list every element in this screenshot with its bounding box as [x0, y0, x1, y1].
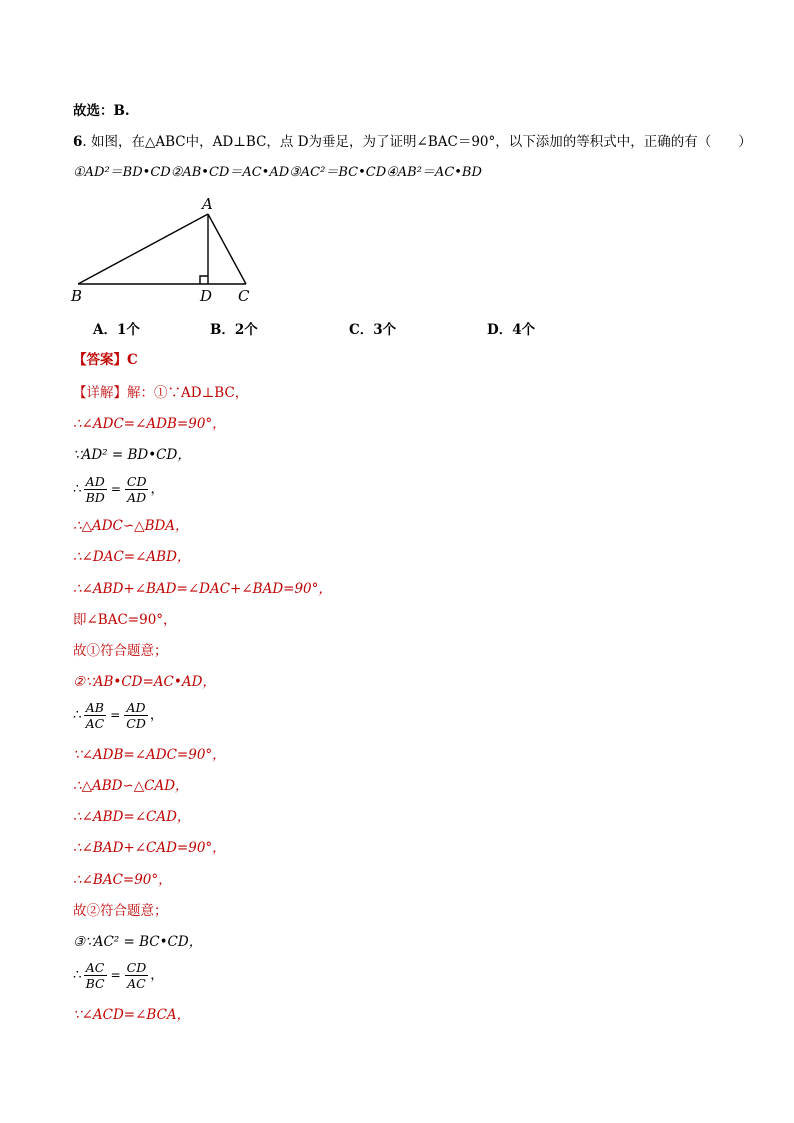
solution-line-6: ∴∠DAC=∠ABD，: [73, 549, 191, 565]
solution-line-10: ②∵AB•CD=AC•AD，: [73, 674, 216, 690]
vertex-label-c: C: [238, 287, 250, 305]
solution-line-15: ∴∠BAD+∠CAD=90°，: [73, 840, 226, 856]
answer-line: 【答案】C: [73, 352, 138, 368]
vertex-label-d: D: [200, 287, 213, 305]
option-d: D．4个: [487, 322, 536, 338]
option-b: B．2个: [210, 322, 258, 338]
right-angle-mark: [200, 276, 208, 284]
option-a: A．1个: [93, 322, 140, 338]
solution-line-13: ∴△ABD∽△CAD，: [73, 778, 189, 794]
solution-line-5: ∴△ADC∽△BDA，: [73, 518, 189, 534]
option-c: C．3个: [349, 322, 397, 338]
solution-line-20: ∵∠ACD=∠BCA，: [73, 1007, 191, 1023]
vertex-label-a: A: [202, 195, 213, 213]
fraction-cd-ac: $\frac{CD}{AC}$: [126, 960, 147, 991]
vertex-label-b: B: [71, 287, 83, 305]
solution-line-3: ∵AD² = BD•CD，: [73, 447, 191, 463]
solution-line-16: ∴∠BAC=90°，: [73, 872, 172, 888]
solution-line-12: ∵∠ADB=∠ADC=90°，: [73, 747, 226, 763]
fraction-ab-ac: $\frac{AB}{AC}$: [85, 700, 105, 731]
fraction-ad-cd: $\frac{AD}{CD}$: [126, 700, 146, 731]
solution-line-1: 【详解】解：①∵AD⊥BC，: [73, 385, 249, 401]
solution-fraction-1: ∴ $\frac{AD}{BD}$ = $\frac{CD}{AD}$ ，: [73, 474, 164, 505]
question-stem: 6. 如图，在△ABC中，AD⊥BC，点 D为垂足，为了证明∠BAC＝90°，以下添加的等积式中，正确的有（ ）: [73, 134, 752, 150]
solution-line-17: 故②符合题意；: [73, 903, 168, 919]
solution-line-14: ∴∠ABD=∠CAD，: [73, 809, 191, 825]
solution-line-18: ③∵AC² = BC•CD，: [73, 934, 203, 950]
solution-line-7: ∴∠ABD+∠BAD=∠DAC+∠BAD=90°，: [73, 581, 332, 597]
fraction-ad-bd: $\frac{AD}{BD}$: [85, 474, 105, 505]
triangle-figure: [66, 192, 266, 307]
fraction-cd-ad: $\frac{CD}{AD}$: [126, 474, 147, 505]
previous-answer-line: 故选：B.: [73, 103, 130, 119]
fraction-ac-bc: $\frac{AC}{BC}$: [85, 960, 105, 991]
side-ab: [78, 214, 208, 284]
solution-line-2: ∴∠ADC=∠ADB=90°，: [73, 416, 226, 432]
solution-line-9: 故①符合题意；: [73, 643, 168, 659]
solution-fraction-3: ∴ $\frac{AC}{BC}$ = $\frac{CD}{AC}$ ，: [73, 960, 164, 991]
question-conditions: ①AD²＝BD•CD②AB•CD＝AC•AD③AC²＝BC•CD④AB²＝AC•BD: [73, 165, 482, 180]
side-ac: [208, 214, 246, 284]
solution-fraction-2: ∴ $\frac{AB}{AC}$ = $\frac{AD}{CD}$ ，: [73, 700, 164, 731]
solution-line-8: 即∠BAC=90°，: [73, 612, 177, 628]
